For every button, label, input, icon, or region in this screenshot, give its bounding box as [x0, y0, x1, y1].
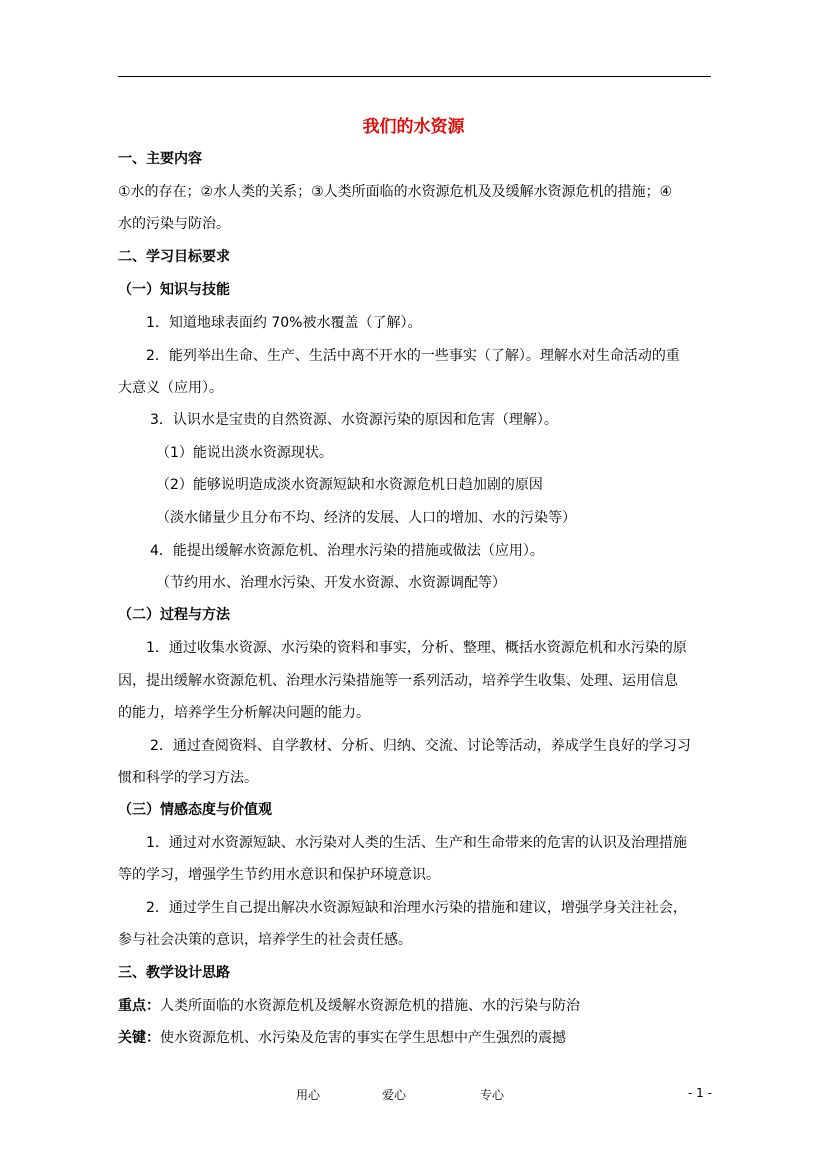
paragraph-line: （2）能够说明造成淡水资源短缺和水资源危机日趋加剧的原因	[156, 477, 543, 493]
paragraph-line: （淡水储量少且分布不均、经济的发展、人口的增加、水的污染等）	[156, 510, 576, 526]
key-point-label: 重点：	[118, 998, 160, 1014]
footer-text-3: 专心	[480, 1088, 505, 1102]
paragraph-line: 水的污染与防治。	[118, 216, 230, 232]
page-title: 我们的水资源	[362, 117, 465, 137]
paragraph-line: 4．能提出缓解水资源危机、治理水污染的措施或做法（应用）。	[150, 543, 544, 559]
paragraph-line: ①水的存在；②水人类的关系；③人类所面临的水资源危机及及缓解水资源危机的措施；④	[118, 184, 673, 200]
subheading-attitudes: （三）情感态度与价值观	[118, 802, 272, 818]
paragraph-line: 1．通过收集水资源、水污染的资料和事实，分析、整理、概括水资源危机和水污染的原	[146, 640, 687, 656]
paragraph-line: 1．通过对水资源短缺、水污染对人类的生活、生产和生命带来的危害的认识及治理措施	[146, 835, 687, 851]
key-point-line	[118, 997, 580, 1015]
paragraph-line: 的能力，培养学生分析解决问题的能力。	[118, 705, 370, 721]
paragraph-line: 因，提出缓解水资源危机、治理水污染措施等一系列活动，培养学生收集、处理、运用信息	[118, 673, 678, 689]
subheading-knowledge: （一）知识与技能	[118, 282, 230, 298]
footer-text-1: 用心	[296, 1088, 321, 1102]
paragraph-line: 大意义（应用）。	[118, 380, 223, 396]
paragraph-line: （节约用水、治理水污染、开发水资源、水资源调配等）	[156, 575, 506, 591]
paragraph-line: 等的学习，增强学生节约用水意识和保护环境意识。	[118, 867, 440, 883]
crux-line	[118, 1029, 566, 1047]
paragraph-line: 2．通过学生自己提出解决水资源短缺和治理水污染的措施和建议，增强学身关注社会，	[146, 900, 687, 916]
paragraph-line: 参与社会决策的意识，培养学生的社会责任感。	[118, 932, 412, 948]
page-number: - 1 -	[688, 1086, 712, 1100]
paragraph-line: （1）能说出淡水资源现状。	[156, 445, 333, 461]
header-rule	[118, 76, 711, 77]
crux-label: 关键：	[118, 1030, 160, 1046]
section-heading-objectives: 二、学习目标要求	[118, 249, 230, 265]
paragraph-line: 3．认识水是宝贵的自然资源、水资源污染的原因和危害（理解）。	[150, 412, 558, 428]
subheading-process: （二）过程与方法	[118, 607, 230, 623]
crux-text: 使水资源危机、水污染及危害的事实在学生思想中产生强烈的震撼	[160, 1030, 566, 1046]
section-heading-design: 三、教学设计思路	[118, 965, 230, 981]
key-point-text: 人类所面临的水资源危机及缓解水资源危机的措施、水的污染与防治	[160, 998, 580, 1014]
paragraph-line: 2．能列举出生命、生产、生活中离不开水的一些事实（了解）。理解水对生命活动的重	[146, 348, 680, 364]
footer-text-2: 爱心	[382, 1088, 407, 1102]
paragraph-line: 1．知道地球表面约 70%被水覆盖（了解）。	[146, 315, 422, 331]
paragraph-line: 2．通过查阅资料、自学教材、分析、归纳、交流、讨论等活动，养成学生良好的学习习	[150, 738, 691, 754]
paragraph-line: 惯和科学的学习方法。	[118, 770, 258, 786]
section-heading-main-content: 一、主要内容	[118, 151, 202, 167]
